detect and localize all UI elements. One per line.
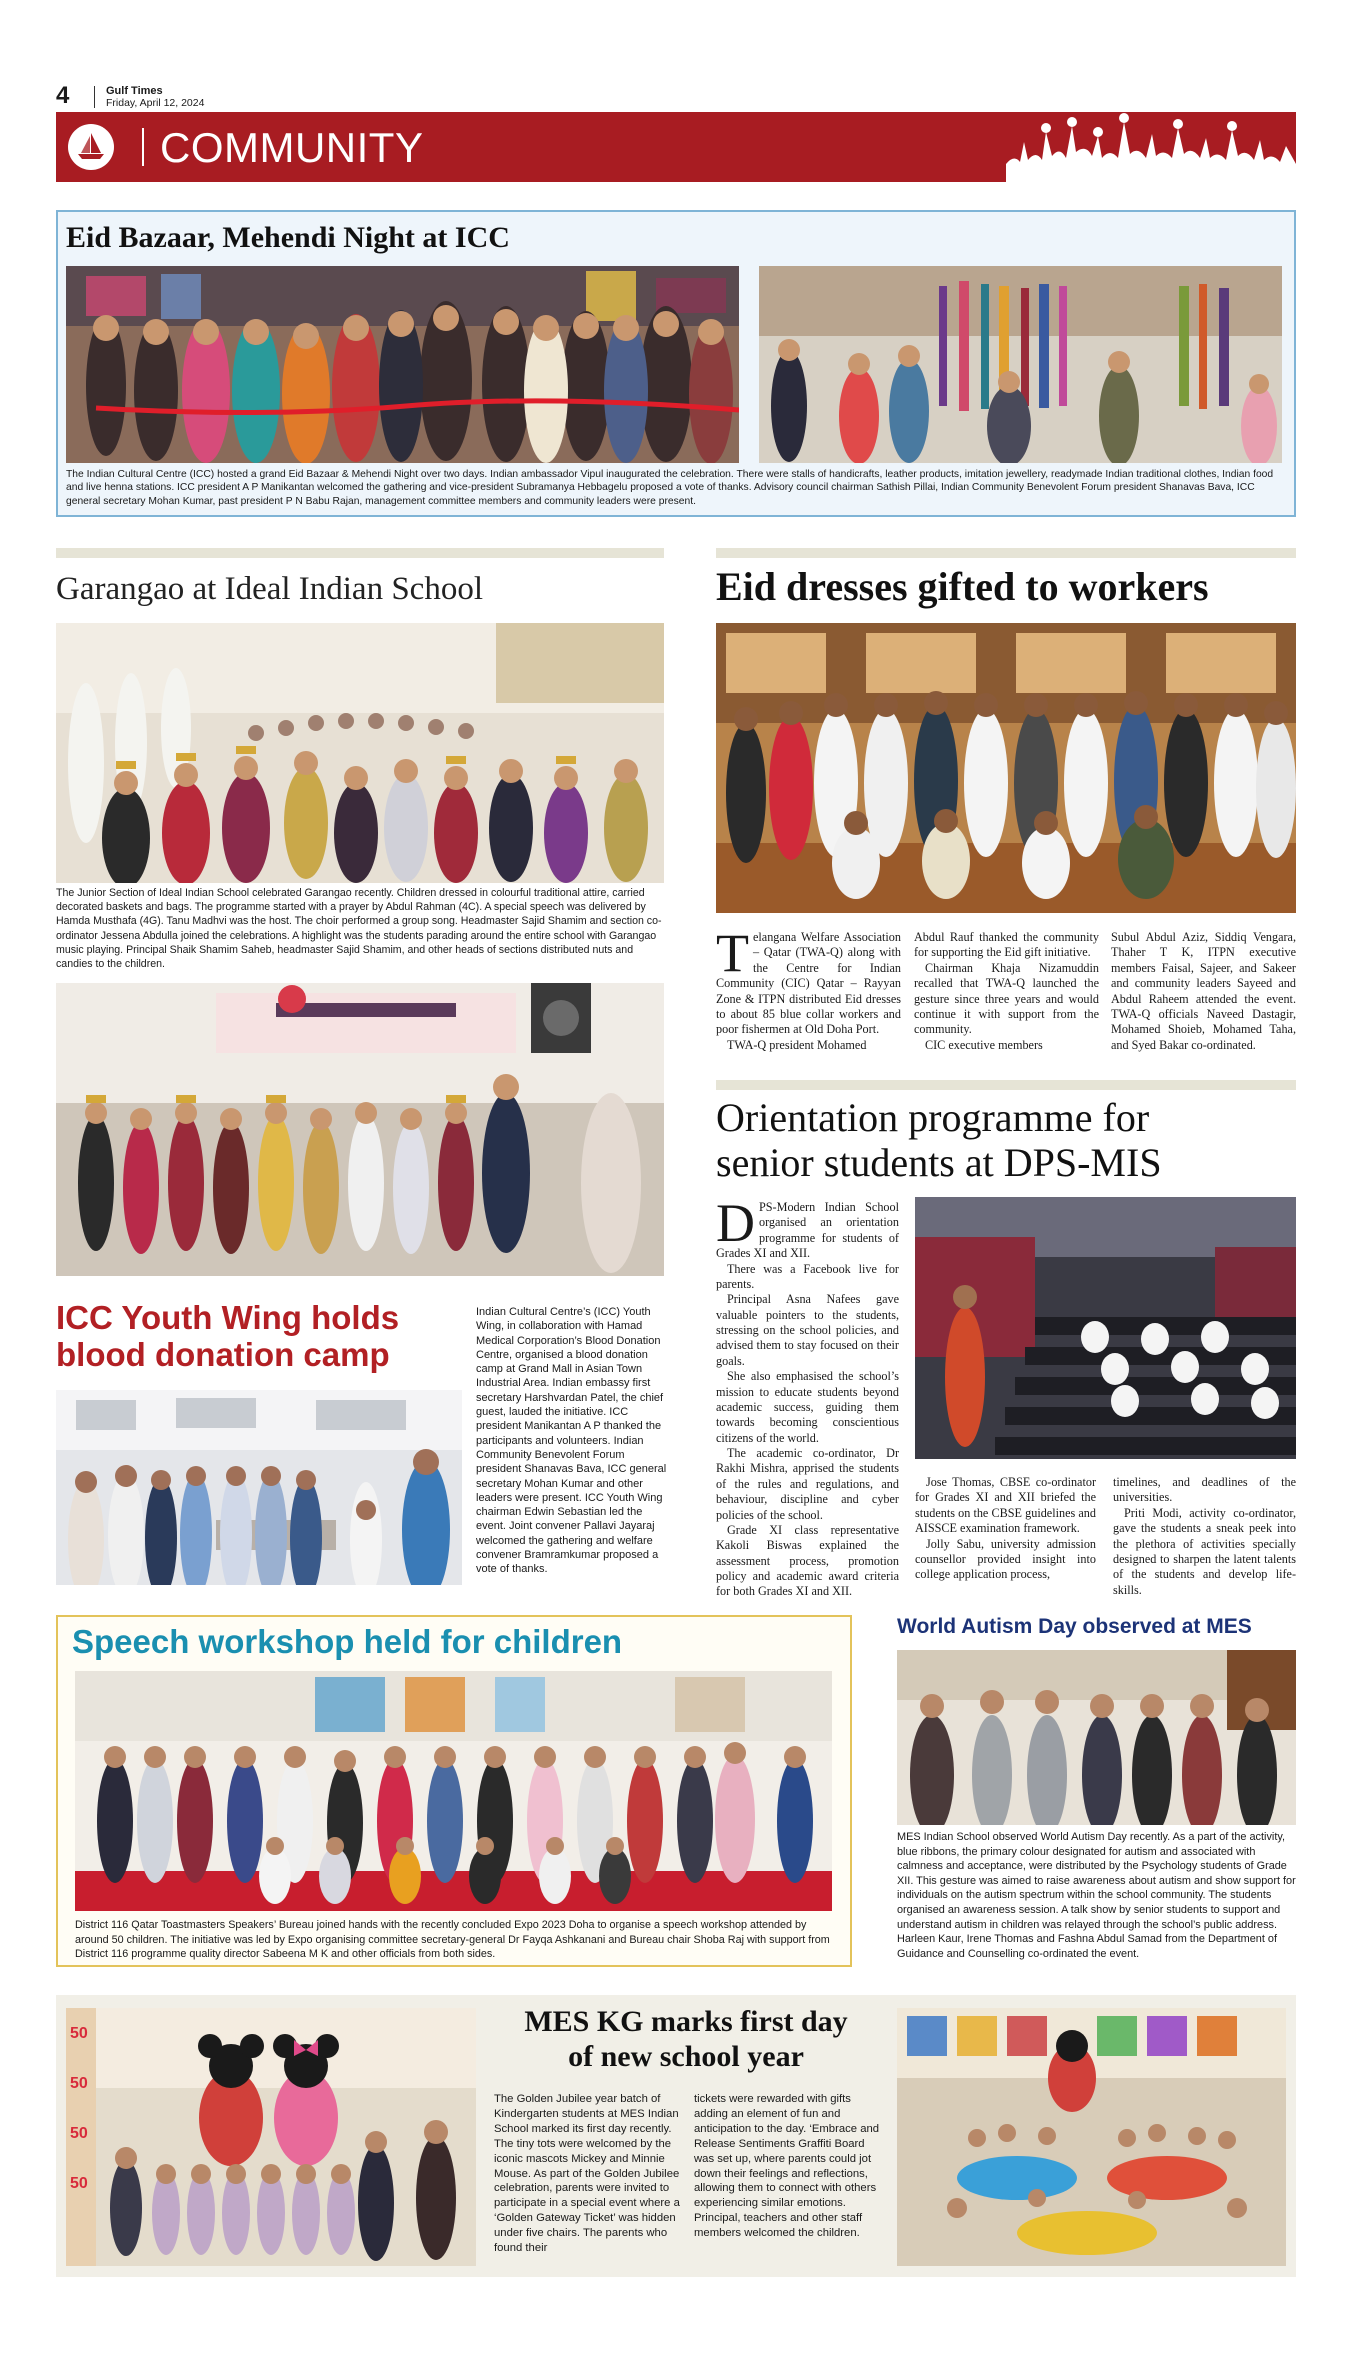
eid-dresses-para: Abdul Rauf thanked the community for supporting the Eid gift initiative. (914, 930, 1099, 960)
eid-dresses-top-rule (716, 548, 1296, 558)
eid-dresses-headline: Eid dresses gifted to workers (716, 564, 1209, 609)
orientation-headline-line1: Orientation programme for (716, 1095, 1150, 1140)
issue-date: Friday, April 12, 2024 (106, 97, 205, 109)
svg-text:50: 50 (70, 2175, 88, 2192)
garangao-caption: The Junior Section of Ideal Indian School celebrated Garangao recently. Children dressed in colourful traditional attire, carried decorated baskets and bags. The programme started with a prayer by Abdul Rahman (4C). A special speech was delivered by Hamda Musthafa (4G). Tanu Madhvi was the host. The choir performed a group song. Headmaster Sajid Shamim and section co-ordinator Jessena Abdulla joined the celebrations. A highlight was the students parading around the entire school with Garangao music playing. Principal Shaik Shamim Saheb, headmaster Sajid Shamim, and other heads of sections distributed nuts and candies to the children. (56, 887, 662, 970)
masthead-divider (94, 86, 95, 108)
eid-dresses-dropcap: T (716, 923, 749, 983)
orientation-para: Jolly Sabu, university admission counsellor provided insight into college application process, (915, 1536, 1096, 1582)
orientation-col1 (716, 1193, 899, 1600)
orientation-headline-line2: senior students at DPS-MIS (716, 1139, 1162, 1185)
section-title: COMMUNITY (160, 124, 424, 171)
youth-wing-donation-photo (56, 1390, 462, 1585)
mes-kg-headline (488, 2004, 884, 2075)
section-banner (56, 112, 1296, 182)
mes-kg-col1: The Golden Jubilee year batch of Kindergarten students at MES Indian School marked its first day recently. The tiny tots were welcomed by the iconic mascots Mickey and Minnie Mouse. As part of the Golden Jubilee celebration, parents were invited to participate in a special event where a ‘Golden Gateway Ticket’ was hidden under five chairs. The parents who found their (494, 2093, 680, 2255)
garangao-headline: Garangao at Ideal Indian School (56, 571, 484, 607)
eid-dresses-para: TWA-Q president Mohamed (726, 1037, 867, 1052)
orientation-auditorium-photo (915, 1197, 1296, 1459)
autism-day-headline: World Autism Day observed at MES (897, 1615, 1252, 1638)
orientation-para: Grade XI class representative Kakoli Biswas explained the assessment process, promotion policy and academic award criteria for both Grades XI and XII. (716, 1522, 899, 1599)
youth-wing-headline-line2: blood donation camp (56, 1335, 390, 1373)
mes-kg-headline-line1: MES KG marks first day (524, 2005, 848, 2038)
orientation-para: Jose Thomas, CBSE co-ordinator for Grades XI and XII briefed the students on the CBSE guidelines and AISSCE examination framework. (915, 1475, 1096, 1536)
banner-divider (142, 128, 144, 166)
eid-dresses-col2 (914, 930, 1099, 1053)
eid-dresses-para: CIC executive members (924, 1037, 1043, 1052)
mes-kg-mascots-photo (66, 2008, 476, 2266)
orientation-para: There was a Facebook live for parents. (716, 1261, 899, 1291)
mes-kg-classroom-photo (897, 2008, 1286, 2266)
svg-text:50: 50 (70, 2075, 88, 2092)
orientation-dropcap: D (716, 1193, 755, 1253)
mes-kg-col2: tickets were rewarded with gifts adding an element of fun and anticipation to the day. ‘Embrace and Release Sentiments Graffiti Board was set up, where parents could jot down their feelings and reflections, allowing them to connect with others experiencing similar emotions. Principal, teachers and other staff members welcomed the children. (694, 2093, 880, 2240)
speech-workshop-caption: District 116 Qatar Toastmasters Speakers’ Bureau joined hands with the recently concluded Expo 2023 Doha to organise a speech workshop attended by around 50 children. The initiative was led by Expo organising committee secretary-general Dr Fayqa Ashkanani and Bureau chair Shoba Raj with support from District 116 programme quality director Sabeena M K and other officials from both sides. (75, 1919, 830, 1961)
orientation-para: PS-Modern Indian School organised an orientation programme for students of Grades XI and XII. (716, 1200, 899, 1261)
garangao-top-rule (56, 548, 664, 558)
youth-wing-caption: Indian Cultural Centre’s (ICC) Youth Wing, in collaboration with Hamad Medical Corporation’s Blood Donation Centre, organised a blood donation camp at Grand Mall in Asian Town Industrial Area. Indian embassy first secretary Harshvardan Patel, the chief guest, lauded the initiative. ICC president Manikantan A P thanked the participants and volunteers. Indian Community Benevolent Forum president Shanavas Bava, ICC general secretary Mohan Kumar and other leaders were present. ICC Youth Wing chairman Edwin Sebastian led the event. Joint convener Pallavi Jayaraj welcomed the gathering and welfare convener Bramramkumar proposed a vote of thanks. (476, 1306, 667, 1576)
crowd-silhouette-icon (1006, 112, 1296, 182)
page-number: 4 (56, 82, 70, 109)
mes-kg-headline-line2: of new school year (568, 2040, 804, 2074)
eid-dresses-para: Subul Abdul Aziz, Siddiq Vengara, Thaher T K, ITPN executive members Faisal, Sajeer, and Sakeer and community leaders Sayeed and Abdul Raheem attended the event. TWA-Q officials Naveed Dastagir, Mohamed Shoieb, Mohamed Taha, and Syed Bakar co-ordinated. (1111, 930, 1296, 1052)
eid-dresses-para: Chairman Khaja Nizamuddin recalled that TWA-Q launched the gesture since three years and would continue it with support from the community. (914, 960, 1099, 1037)
speech-workshop-headline: Speech workshop held for children (72, 1623, 623, 1660)
eid-dresses-para: elangana Welfare Association – Qatar (TWA-Q) along with the Centre for Indian Community (CIC) Qatar – Rayyan Zone & ITPN distributed Eid dresses to about 85 blue collar workers and poor fishermen at Old Doha Port. (716, 930, 901, 1037)
autism-day-group-photo (897, 1650, 1296, 1825)
youth-wing-headline (56, 1300, 399, 1374)
garangao-stage-photo (56, 983, 664, 1276)
eid-bazaar-ribbon-photo (66, 266, 739, 463)
eid-dresses-col1 (716, 923, 901, 1053)
orientation-headline (716, 1096, 1162, 1186)
orientation-para: She also emphasised the school’s mission to educate students beyond academic success, guiding them towards becoming conscientious citizens of the world. (716, 1369, 899, 1445)
orientation-para: Principal Asna Nafees gave valuable pointers to the students, stressing on the school policies, and advised them to stay focused on their goals. (716, 1292, 899, 1368)
youth-wing-headline-line1: ICC Youth Wing holds (56, 1299, 400, 1336)
svg-text:50: 50 (70, 2025, 88, 2042)
autism-day-caption: MES Indian School observed World Autism Day recently. As a part of the activity, blue ribbons, the primary colour designated for autism and associated with calmness and acceptance, were distributed by the Psychology students of Grade XII. This gesture was aimed to raise awareness about autism and show support for individuals on the autism spectrum within the school community. The students organised an awareness session. A talk show by senior students to support and understand autism in children was relayed through the school’s public address. Harleen Kaur, Irene Thomas and Fashna Abdul Samad from the Department of Guidance and Counselling co-ordinated the event. (897, 1831, 1296, 1960)
orientation-para: Priti Modi, activity co-ordinator, gave the students a sneak peek into the plethora of activities specially designed to sharpen the latent talents of the students and develop life-skills. (1113, 1505, 1296, 1597)
orientation-para: The academic co-ordinator, Dr Rakhi Mishra, apprised the students of the rules and regulations, and behaviour, discipline and cyber policies of the school. (716, 1446, 899, 1522)
orientation-col3 (1113, 1475, 1296, 1598)
paper-name: Gulf Times (106, 85, 163, 97)
eid-dresses-col3 (1111, 930, 1296, 1053)
garangao-parade-photo (56, 623, 664, 883)
orientation-para: timelines, and deadlines of the universities. (1113, 1475, 1296, 1505)
orientation-col2 (915, 1475, 1096, 1583)
eid-dresses-group-photo (716, 623, 1296, 913)
eid-bazaar-caption: The Indian Cultural Centre (ICC) hosted a grand Eid Bazaar & Mehendi Night over two days. Indian ambassador Vipul inaugurated the celebration. There were stalls of handicrafts, leather products, imitation jewellery, readymade Indian traditional clothes, Indian food and live henna stations. ICC president A P Manikantan welcomed the gathering and vice-president Subramanya Hebbagelu proposed a vote of thanks. Advisory council chairman Sathish Pillai, Indian Community Benevolent Forum president Shanavas Bava, ICC general secretary Mohan Kumar, past president P N Babu Rajan, management committee members and community leaders were present. (66, 469, 1274, 507)
dhow-logo-icon (68, 124, 114, 170)
eid-bazaar-stalls-photo (759, 266, 1282, 463)
svg-text:50: 50 (70, 2125, 88, 2142)
eid-bazaar-headline: Eid Bazaar, Mehendi Night at ICC (66, 221, 510, 254)
speech-workshop-group-photo (75, 1671, 832, 1911)
orientation-top-rule (716, 1080, 1296, 1090)
